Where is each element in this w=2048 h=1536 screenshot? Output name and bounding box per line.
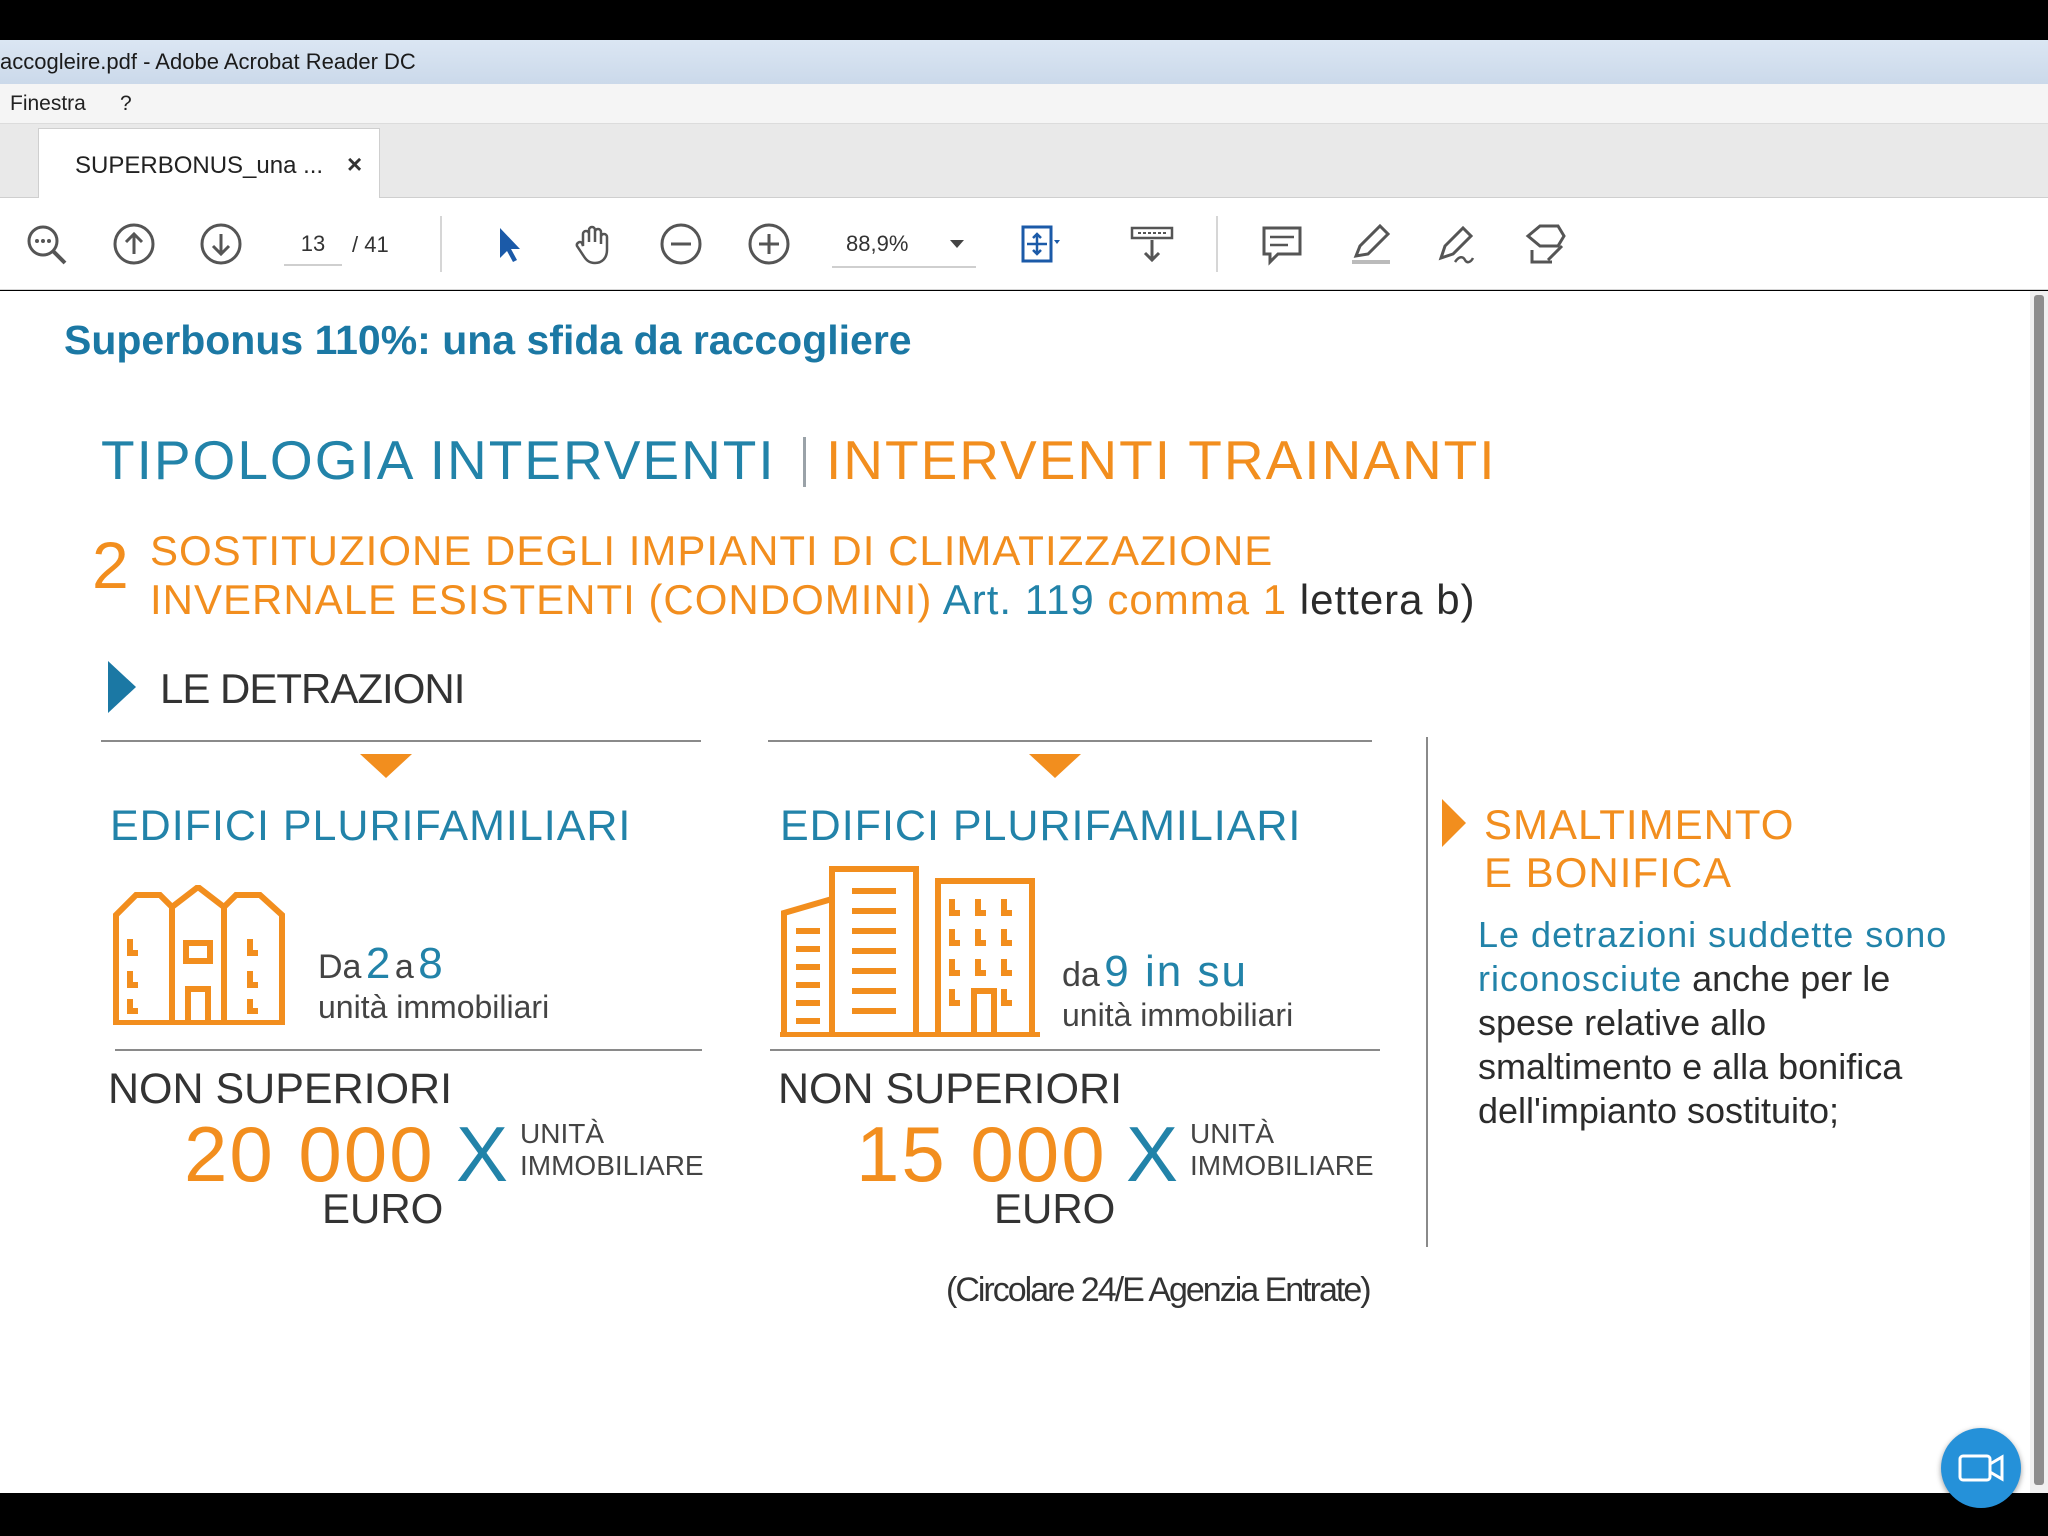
side-heading-line1: SMALTIMENTO [1484,801,1795,848]
column1-unita-line2: IMMOBILIARE [520,1150,704,1181]
column-divider [1426,737,1428,1247]
screen-bottom-border [0,1493,2048,1536]
comment-icon[interactable] [1258,220,1306,268]
column1-units: unità immobiliari [318,989,550,1025]
side-paragraph [1478,913,1958,1133]
document-tab-label: SUPERBONUS_una ... [75,152,324,179]
side-text-blue: Le detrazioni suddette sono riconosciute [1478,914,1948,999]
section-title: LE DETRAZIONI [160,665,465,712]
toolbar-divider [1216,216,1218,272]
hand-tool-icon[interactable] [569,220,617,268]
column1-to: 8 [418,939,443,988]
scroll-mode-icon[interactable] [1128,220,1176,268]
screen-top-border [0,0,2048,40]
title-divider [803,437,806,487]
video-camera-button[interactable] [1941,1428,2021,1508]
column2-amount: 15 000 [856,1110,1107,1198]
column2-range [1062,947,1248,997]
next-page-icon[interactable] [197,220,245,268]
highlight-icon[interactable] [1346,220,1394,268]
column2-euro: EURO [994,1185,1116,1232]
menu-item-help[interactable]: ? [120,92,132,115]
menu-bar [0,84,2048,124]
document-tab[interactable] [38,128,380,198]
page-total: / 41 [352,232,389,257]
video-camera-icon [1958,1452,2004,1484]
column1-arrow-icon [360,754,412,778]
item-number: 2 [92,528,129,602]
zoom-in-icon[interactable] [745,220,793,268]
column1-a: a [394,948,414,986]
column1-non-superiori: NON SUPERIORI [108,1065,453,1113]
column1-multiply: X [456,1110,509,1198]
fit-page-icon[interactable] [1016,220,1064,268]
column1-top-rule [101,740,701,742]
item-title-line2 [150,576,1476,624]
column1-unita [520,1118,704,1182]
document-heading: Superbonus 110%: una sfida da raccogliere [64,317,912,363]
item-comma: comma 1 [1107,576,1288,623]
title-trainanti: INTERVENTI TRAINANTI [826,429,1497,491]
toolbar [0,198,2048,290]
column2-heading: EDIFICI PLURIFAMILIARI [780,802,1302,850]
column2-unita-line1: UNITÀ [1190,1118,1274,1149]
find-text-icon[interactable] [22,220,70,268]
side-heading-line2: E BONIFICA [1484,849,1733,896]
vertical-scrollbar[interactable] [2030,291,2048,1493]
scrollbar-thumb[interactable] [2034,295,2044,1485]
close-tab-icon[interactable]: × [347,149,363,179]
toolbar-divider [440,216,442,272]
column1-unita-line1: UNITÀ [520,1118,604,1149]
column2-mid-rule [770,1049,1380,1051]
column1-range [318,939,443,989]
title-tipologia: TIPOLOGIA INTERVENTI [101,429,776,491]
page-number-input[interactable]: 13 [284,222,342,266]
pdf-page[interactable] [0,291,2030,1493]
column2-units: unità immobiliari [1062,997,1294,1033]
select-cursor-icon[interactable] [484,220,532,268]
zoom-out-icon[interactable] [657,220,705,268]
sign-icon[interactable] [1433,220,1481,268]
zoom-level-value: 88,9% [846,231,909,256]
column2-non-superiori: NON SUPERIORI [778,1065,1123,1113]
tall-buildings-icon [780,865,1044,1037]
item-lettera: lettera b) [1299,576,1476,623]
item-article: Art. 119 [942,576,1095,623]
column2-from: 9 in su [1104,947,1248,996]
fill-sign-icon[interactable] [1520,220,1568,268]
item-title-orange: INVERNALE ESISTENTI (CONDOMINI) [150,576,933,623]
column1-da: Da [318,948,362,986]
column2-unita [1190,1118,1374,1182]
section-arrow-icon [108,661,136,713]
document-tab-strip [0,124,2048,198]
column1-euro: EURO [322,1185,444,1232]
column2-unita-line2: IMMOBILIARE [1190,1150,1374,1181]
small-building-icon [110,885,290,1025]
column1-amount: 20 000 [184,1110,435,1198]
column2-da: da [1062,956,1100,994]
menu-item-finestra[interactable]: Finestra [10,92,86,115]
side-arrow-icon [1442,799,1466,847]
column2-multiply: X [1126,1110,1179,1198]
column1-mid-rule [115,1049,702,1051]
citation: (Circolare 24/E Agenzia Entrate) [946,1271,1370,1309]
previous-page-icon[interactable] [110,220,158,268]
column2-top-rule [768,740,1372,742]
column1-heading: EDIFICI PLURIFAMILIARI [110,802,632,850]
chevron-down-icon [950,240,964,248]
window-title: accogleire.pdf - Adobe Acrobat Reader DC [0,49,416,74]
window-title-bar [0,40,2048,84]
side-text-dark: anche per le spese relative allo smaltimento e alla bonifica dell'impianto sostituito; [1478,958,1903,1131]
zoom-level-select[interactable] [832,222,976,268]
column2-arrow-icon [1029,754,1081,778]
item-title-line1: SOSTITUZIONE DEGLI IMPIANTI DI CLIMATIZZAZIONE [150,527,1274,574]
column1-from: 2 [365,939,391,988]
